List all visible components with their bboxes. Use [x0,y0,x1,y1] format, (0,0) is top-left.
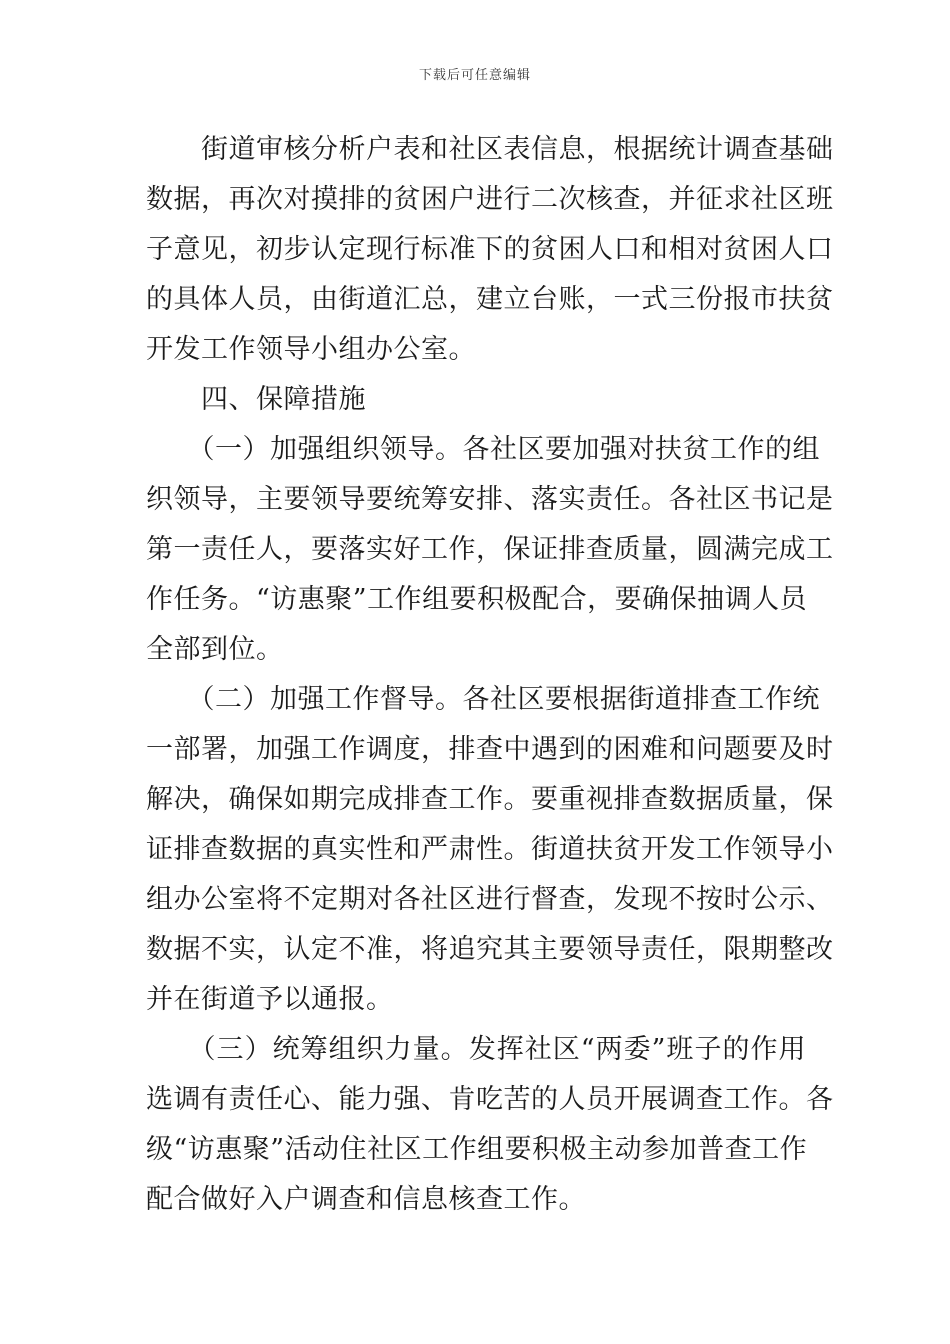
text-line: （二）加强工作督导。各社区要根据街道排查工作统 [146,684,820,715]
text-line: 级“访惠聚”活动住社区工作组要积极主动参加普查工作 [146,1134,808,1165]
text-line: 选调有责任心、能力强、肯吃苦的人员开展调查工作。各 [146,1084,834,1115]
text-line: 开发工作领导小组办公室。 [146,334,476,365]
text-line: （三）统筹组织力量。发挥社区“两委”班子的作用 [146,1034,806,1065]
text-line: 并在街道予以通报。 [146,984,394,1015]
page-header-note: 下载后可任意编辑 [418,68,531,83]
text-line: 配合做好入户调查和信息核查工作。 [146,1184,586,1215]
text-line: 一部署，加强工作调度，排查中遇到的困难和问题要及时 [146,734,834,765]
text-line: 证排查数据的真实性和严肃性。街道扶贫开发工作领导小 [146,834,834,865]
text-line: 数据不实，认定不准，将追究其主要领导责任，限期整改 [146,934,834,965]
text-line: 数据，再次对摸排的贫困户进行二次核查，并征求社区班 [146,184,834,215]
section-heading: 四、保障措施 [146,384,366,415]
text-line: 解决，确保如期完成排查工作。要重视排查数据质量，保 [146,784,834,815]
text-line: 第一责任人，要落实好工作，保证排查质量，圆满完成工 [146,534,834,565]
text-line: 织领导，主要领导要统筹安排、落实责任。各社区书记是 [146,484,834,515]
text-line: 组办公室将不定期对各社区进行督查，发现不按时公示、 [146,884,834,915]
text-line: 子意见，初步认定现行标准下的贫困人口和相对贫困人口 [146,234,834,265]
text-line: 作任务。“访惠聚”工作组要积极配合，要确保抽调人员 [146,584,808,615]
text-line: 的具体人员，由街道汇总，建立台账，一式三份报市扶贫 [146,284,834,315]
text-line: 全部到位。 [146,634,284,665]
text-line: 街道审核分析户表和社区表信息，根据统计调查基础 [146,134,834,165]
text-line: （一）加强组织领导。各社区要加强对扶贫工作的组 [146,434,820,465]
